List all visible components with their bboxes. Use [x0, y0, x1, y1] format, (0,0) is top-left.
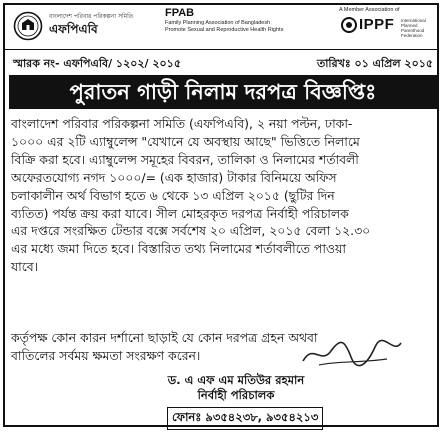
- fpab-logo-icon: [13, 11, 43, 41]
- notice-body-paragraph-2: কর্তৃপক্ষ কোন কারন দর্শানো ছাড়াই যে কোন দরপত্র গ্রহন অথবা বাতিলের সর্বময় ক্ষমতা সংরক্ষণ করেন।: [11, 330, 318, 363]
- tender-notice: [3, 3, 439, 427]
- ippf-full-name: International Planned Parenthood Federation: [401, 18, 426, 38]
- notice-title: পুরাতন গাড়ী নিলাম দরপত্র বিজ্ঞপ্তিঃ: [9, 75, 437, 109]
- ippf-acronym: IPPF: [359, 16, 395, 33]
- notice-body-paragraph-1: বাংলাদেশ পরিবার পরিকল্পনা সমিতি (এফপিএবি), ২ নয়া পল্টন, ঢাকা- ১০০০ এর ২টি এ্যাম্বুলেন্স "যেখানে যে অবস্থায় আছে" ভিত্তিতে নিলামে বিক্রি করা হবে। এ্যাম্বুলেন্স সমূহের বিবরন, তালিকা ও নিলামের শর্তাবলী অফেরতযোগ্য নগদ ১০০০/= (এক হাজার) টাকার বিনিময়ে অফিস চলাকালীন অর্থ বিভাগ হতে ৬ থেকে ১৩ এপ্রিল ২০১৫ (ছুটির দিন ব্যতিত) পর্যন্ত ক্রয় করা যাবে। সীল মোহরকৃত দরপত্র নির্বাহী পরিচালক এর দপ্তরে সংরক্ষিত টেন্ডার বক্সে সর্বশেষ ২০ এপ্রিল, ২০১৫ বেলা ১২.৩০ এর মধ্যে জমা দিতে হবে। বিস্তারিত তথ্য নিলামের শর্তাবলীতে পাওয়া যাবে।: [11, 116, 371, 275]
- signature-scribble: [297, 335, 407, 371]
- signatory-block: [141, 373, 331, 403]
- org-name-bn: এফপিএবি: [49, 22, 98, 36]
- reference-row: [13, 55, 433, 73]
- signatory-designation: নির্বাহী পরিচালক: [197, 388, 275, 402]
- phone-numbers: ফোনঃ ৯৩৫৪২৩৮, ৯৩৫৪২১৩: [167, 407, 323, 430]
- fpab-full-name: Family Planning Association of Bangladesh: [165, 20, 271, 26]
- header-divider: [5, 49, 437, 50]
- org-name-bn-small: বাংলাদেশ পরিবার পরিকল্পনা সমিতি: [49, 13, 134, 20]
- letterhead: [5, 5, 437, 45]
- signatory-name: ড. এ এফ এম মতিউর রহমান: [167, 373, 305, 387]
- fpab-tagline: Promote Sexual and Reproductive Health Rights: [165, 27, 284, 33]
- fpab-subtitle: [165, 20, 315, 34]
- fpab-acronym: FPAB: [165, 7, 195, 19]
- memo-number: স্মারক নং- এফপিএবি/ ১২০২/ ২০১৫: [13, 57, 181, 70]
- ippf-logo-icon: [341, 17, 357, 33]
- member-of-label: A Member Association of: [339, 7, 400, 13]
- notice-date: তারিখঃ ০১ এপ্রিল ২০১৫: [316, 57, 433, 70]
